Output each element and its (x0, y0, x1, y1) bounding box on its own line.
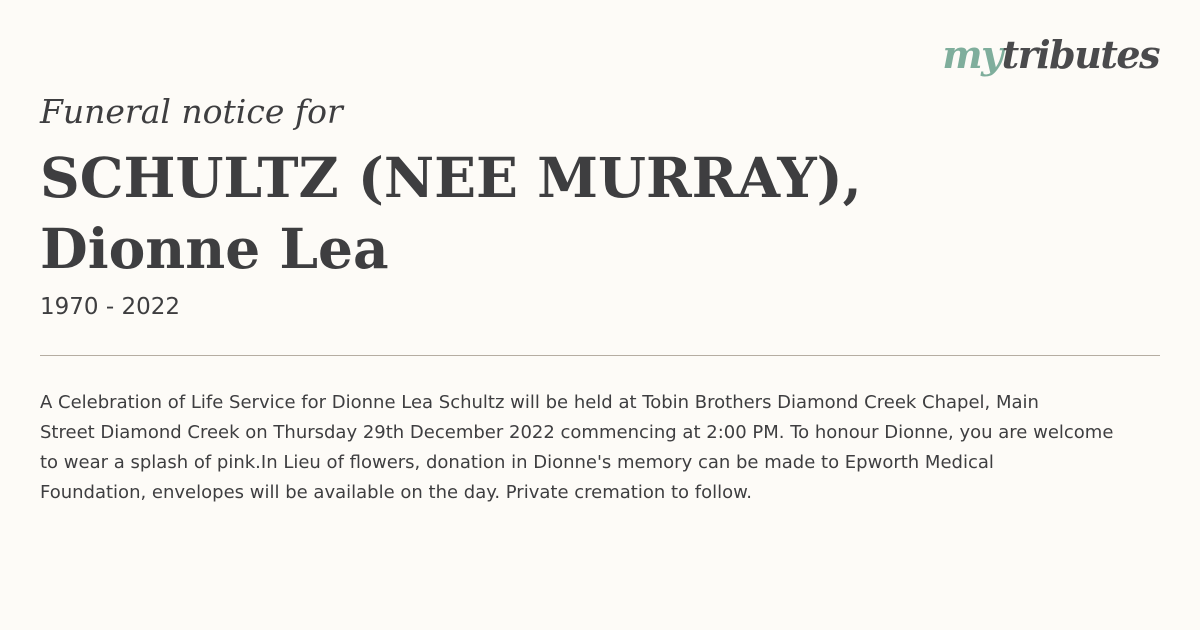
mytributes-logo[interactable] (942, 32, 1159, 77)
notice-body-line: Street Diamond Creek on Thursday 29th December 2022 commencing at 2:00 PM. To honour Dionne, you are welcome (40, 422, 1114, 443)
notice-body-line: Foundation, envelopes will be available on the day. Private cremation to follow. (40, 482, 752, 503)
notice-body-line: A Celebration of Life Service for Dionne Lea Schultz will be held at Tobin Brothers Diamond Creek Chapel, Main (40, 392, 1039, 413)
logo-part-my: my (942, 32, 1002, 77)
deceased-given-names: Dionne Lea (40, 216, 389, 281)
notice-intro: Funeral notice for (40, 92, 343, 131)
deceased-name (40, 142, 1040, 284)
divider (40, 355, 1160, 356)
notice-body (40, 388, 1200, 508)
deceased-surname: SCHULTZ (NEE MURRAY), (40, 145, 862, 210)
logo-part-tributes: tributes (1001, 32, 1159, 77)
notice-body-line: to wear a splash of pink.In Lieu of flowers, donation in Dionne's memory can be made to Epworth Medical (40, 452, 994, 473)
life-years: 1970 - 2022 (40, 294, 180, 320)
